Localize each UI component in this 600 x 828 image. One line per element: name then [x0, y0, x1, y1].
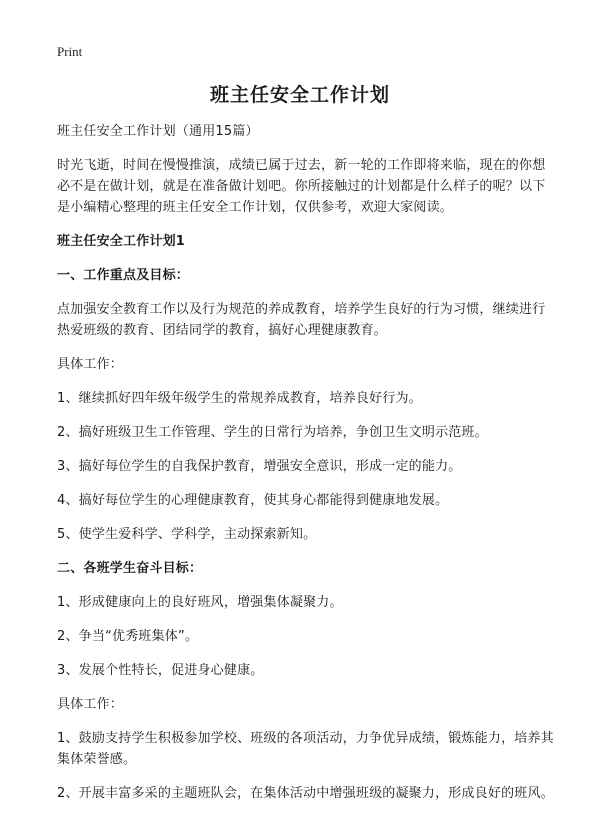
part1-list-item: 5、使学生爱科学、学科学，主动探索新知。: [57, 527, 317, 542]
print-link[interactable]: Print: [57, 44, 83, 59]
part1-list-item: 4、搞好每位学生的心理健康教育，使其身心都能得到健康地发展。: [57, 493, 449, 508]
part2-list-item: 1、鼓励支持学生积极参加学校、班级的各项活动，力争优异成绩，锻炼能力，培养其集体荣誉感。: [57, 731, 554, 767]
page-title: 班主任安全工作计划: [209, 84, 390, 106]
intro-paragraph: 时光飞逝，时间在慢慢推演，成绩已属于过去，新一轮的工作即将来临，现在的你想必不是在做计划，就是在准备做计划吧。你所接触过的计划都是什么样子的呢？以下是小编精心整理的班主任安全工作计划，仅供参考，欢迎大家阅读。: [57, 158, 546, 215]
part2-goal-item: 2、争当“优秀班集体”。: [57, 629, 199, 644]
part1-work-label: 具体工作：: [57, 357, 124, 372]
section-title: 班主任安全工作计划1: [57, 234, 186, 249]
part2-list-item: 2、开展丰富多采的主题班队会，在集体活动中增强班级的凝聚力，形成良好的班风。: [57, 786, 554, 801]
document-subtitle: 班主任安全工作计划（通用15篇）: [57, 124, 259, 139]
part2-heading: 二、各班学生奋斗目标：: [57, 561, 203, 576]
document-body: [57, 121, 555, 817]
part1-list-item: 3、搞好每位学生的自我保护教育，增强安全意识，形成一定的能力。: [57, 459, 462, 474]
part2-work-label: 具体工作：: [57, 697, 124, 712]
part1-heading: 一、工作重点及目标：: [57, 268, 190, 283]
part1-list-item: 1、继续抓好四年级年级学生的常规养成教育，培养良好行为。: [57, 391, 422, 406]
part1-list-item: 2、搞好班级卫生工作管理、学生的日常行为培养，争创卫生文明示范班。: [57, 425, 488, 440]
part2-goal-item: 1、形成健康向上的良好班风，增强集体凝聚力。: [57, 595, 343, 610]
part2-goal-item: 3、发展个性特长，促进身心健康。: [57, 663, 264, 678]
part1-paragraph: 点加强安全教育工作以及行为规范的养成教育，培养学生良好的行为习惯，继续进行热爱班级的教育、团结同学的教育，搞好心理健康教育。: [57, 302, 546, 338]
